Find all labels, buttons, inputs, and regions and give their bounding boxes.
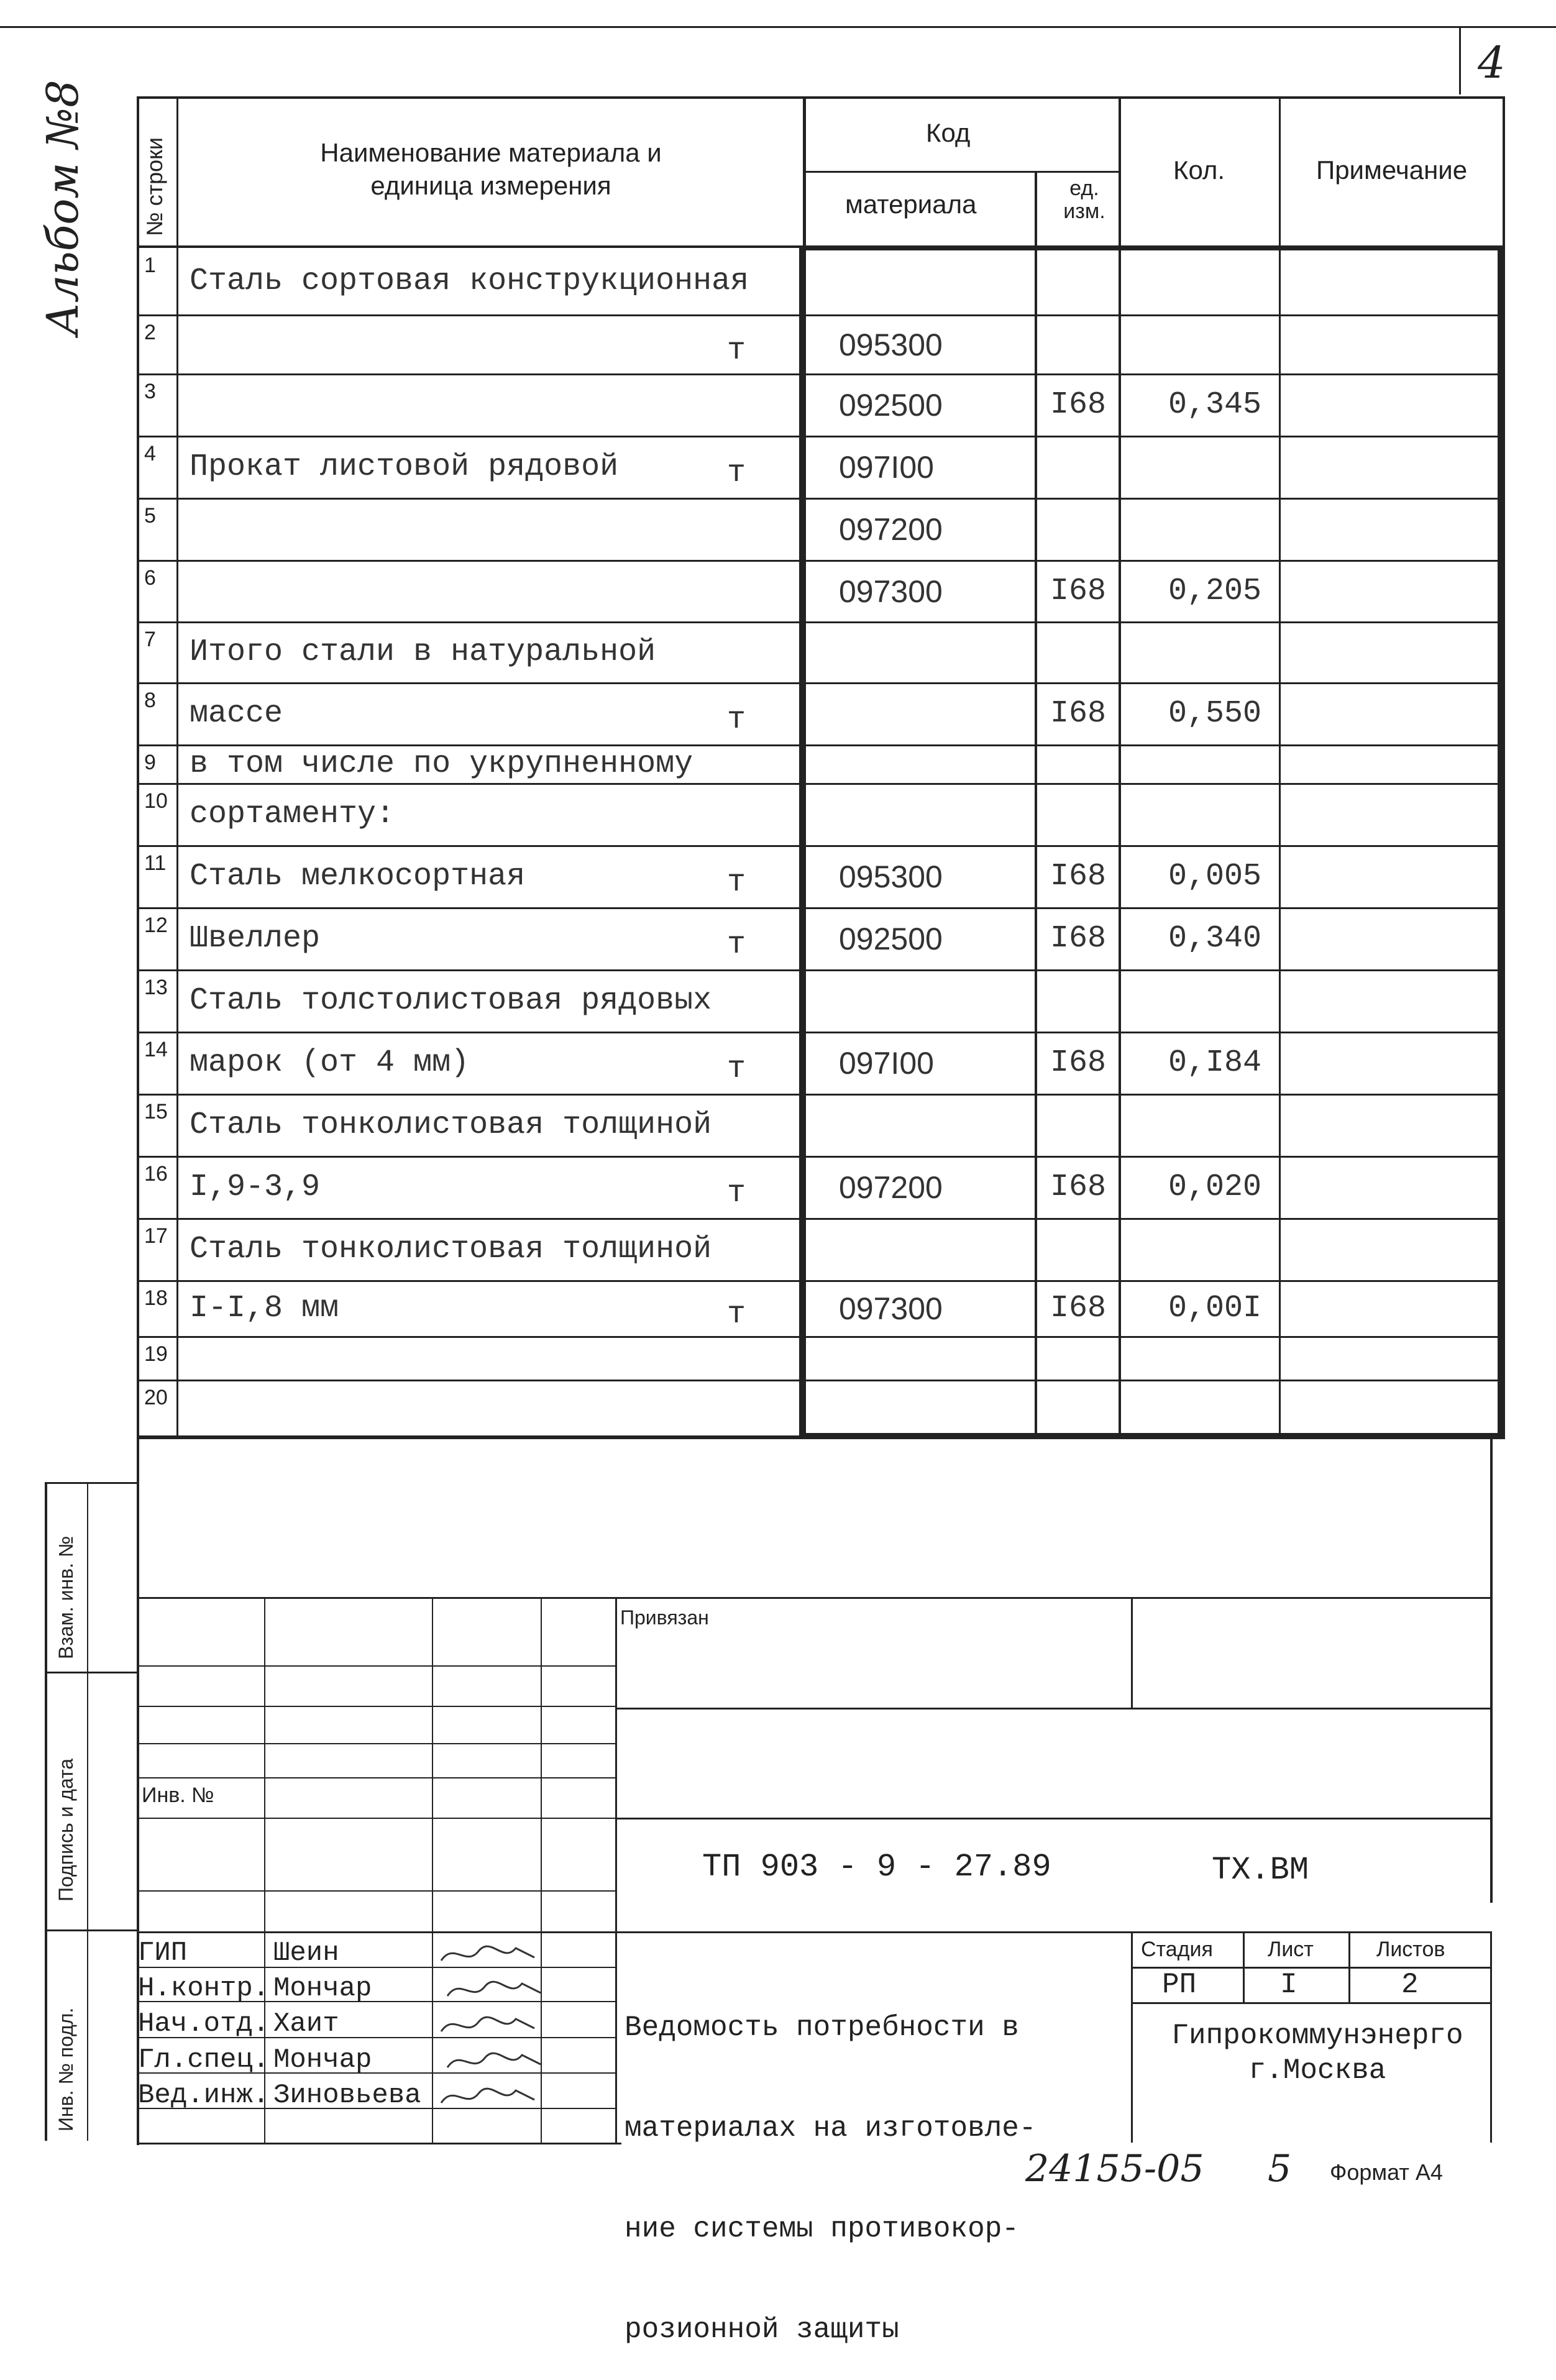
side-vzam: Взам. инв. № [55, 1536, 77, 1659]
row-code: 095300 [839, 327, 943, 362]
stamp-stage-line2 [1131, 2002, 1491, 2004]
row-unit-code: I68 [1050, 387, 1107, 423]
row-qty: 0,345 [1168, 387, 1262, 423]
qty-divider [1279, 96, 1281, 1439]
person-name: Мончар [273, 2044, 372, 2076]
side-inv-podl: Инв. № подл. [55, 2007, 77, 2131]
stamp-row-line [137, 1743, 615, 1744]
row-unit-code: I68 [1050, 1291, 1107, 1326]
row-code: 092500 [839, 922, 943, 956]
row-name: Сталь толстолистовая рядовых [190, 983, 712, 1018]
row-unit: т [727, 332, 746, 368]
stamp-row-line [137, 1818, 615, 1819]
code-sub-line [803, 171, 1120, 173]
row-number: 4 [144, 442, 156, 465]
row-number: 18 [144, 1286, 168, 1310]
stamp-row-line [137, 1890, 615, 1892]
footer-format: Формат А4 [1330, 2159, 1443, 2185]
header-code: Код [926, 118, 971, 147]
stamp-row-line [137, 1777, 615, 1778]
sheet-value: I [1280, 1969, 1297, 2001]
row-number: 3 [144, 380, 156, 403]
side-div2 [45, 1929, 138, 1931]
person-role: Гл.спец. [138, 2044, 270, 2076]
row-unit: т [727, 1297, 746, 1332]
signature-mark [438, 1939, 538, 1970]
header-note: Примечание [1316, 155, 1468, 185]
row-code: 097300 [839, 1291, 943, 1326]
row-unit-code: I68 [1050, 1045, 1107, 1081]
row-name: в том числе по укрупненному [190, 746, 693, 782]
row-unit: т [727, 865, 746, 900]
row-unit-code: I68 [1050, 573, 1107, 609]
sheet-label: Лист [1268, 1938, 1314, 1961]
row-line [137, 1435, 1505, 1437]
person-role: Н.контр. [138, 1973, 270, 2004]
row-unit: т [727, 1176, 746, 1211]
row-number: 19 [144, 1342, 168, 1366]
heavy-right [1498, 245, 1503, 1439]
row-unit: т [727, 1051, 746, 1087]
stamp-org-div [1131, 1931, 1133, 2143]
row-number: 2 [144, 321, 156, 344]
row-line [137, 373, 1505, 375]
row-line [137, 621, 1505, 623]
row-number: 17 [144, 1224, 168, 1248]
inv-no-label: Инв. № [142, 1783, 214, 1807]
unit-divider [1119, 96, 1121, 1439]
row-name: массе [190, 696, 283, 731]
row-name: сортаменту: [190, 797, 395, 832]
stamp-stage-div1 [1243, 1931, 1245, 2002]
row-number: 13 [144, 976, 168, 999]
side-inner [87, 1482, 88, 2141]
header-code-unit: ед. изм. [1063, 176, 1105, 224]
row-name: Сталь тонколистовая толщиной [190, 1107, 712, 1143]
stamp-bottom [137, 2143, 621, 2144]
row-line [137, 783, 1505, 785]
row-line [137, 1336, 1505, 1338]
row-number: 14 [144, 1038, 168, 1061]
row-line [137, 1156, 1505, 1158]
row-name: I-I,8 мм [190, 1291, 339, 1326]
row-unit-code: I68 [1050, 921, 1107, 956]
heavy-left [799, 245, 804, 1439]
row-line [137, 1280, 1505, 1282]
stamp-priv-bottom [615, 1708, 1491, 1709]
privyazan-label: Привязан [620, 1606, 709, 1629]
org-name: Гипрокоммунэнерго [1171, 2020, 1463, 2052]
row-line [137, 1032, 1505, 1033]
person-name: Шеин [273, 1938, 339, 1969]
row-qty: 0,340 [1168, 921, 1262, 956]
doc-title-line: материалах на изготовле- [625, 2112, 1037, 2144]
row-code: 092500 [839, 388, 943, 423]
row-number: 10 [144, 789, 168, 813]
row-name: I,9-3,9 [190, 1169, 321, 1205]
footer-num: 5 [1268, 2147, 1292, 2190]
page-number: 4 [1478, 37, 1506, 88]
row-number: 1 [144, 254, 156, 277]
table-top-border [137, 96, 1505, 99]
side-top [45, 1482, 138, 1484]
row-number: 16 [144, 1162, 168, 1186]
side-div1 [45, 1672, 138, 1673]
code-divider [1035, 171, 1037, 1439]
heavy-top [799, 245, 1503, 250]
doc-title-line: ние системы противокор- [625, 2213, 1019, 2245]
row-code: 095300 [839, 859, 943, 894]
header-name: Наименование материала и единица измерения [320, 138, 662, 200]
top-rule [0, 26, 1556, 28]
row-number: 5 [144, 504, 156, 528]
row-line [137, 314, 1505, 316]
stage-value: РП [1162, 1969, 1197, 2001]
footer-inv: 24155-05 [1025, 2147, 1204, 2190]
sheets-value: 2 [1401, 1969, 1419, 2001]
doc-mark: ТХ.ВМ [1212, 1852, 1309, 1888]
stamp-row-line [137, 1706, 615, 1707]
row-line [137, 436, 1505, 437]
row-unit: т [727, 927, 746, 963]
row-name: Сталь сортовая конструкционная [190, 263, 749, 299]
row-name: Итого стали в натуральной [190, 634, 656, 670]
stage-label: Стадия [1141, 1938, 1213, 1961]
row-unit: т [727, 702, 746, 738]
row-unit-code: I68 [1050, 696, 1107, 731]
doc-title [625, 1944, 1037, 2380]
row-number: 7 [144, 628, 156, 651]
signature-mark [444, 1974, 544, 2005]
row-number: 9 [144, 751, 156, 774]
row-line [137, 907, 1505, 909]
org-block [1150, 2018, 1485, 2088]
row-qty: 0,550 [1168, 696, 1262, 731]
side-podpis: Подпись и дата [55, 1758, 77, 1902]
row-unit: т [727, 455, 746, 491]
lower-right-border [1490, 1437, 1493, 1903]
person-role: Вед.инж. [138, 2080, 270, 2111]
row-line [137, 1380, 1505, 1381]
row-qty: 0,205 [1168, 573, 1262, 609]
sheets-label: Листов [1376, 1938, 1445, 1961]
org-city: г.Москва [1248, 2054, 1386, 2087]
stamp-mid [615, 1597, 617, 2144]
row-qty: 0,005 [1168, 859, 1262, 894]
row-code: 097200 [839, 1170, 943, 1205]
row-name: Прокат листовой рядовой [190, 449, 619, 485]
header-qty: Кол. [1173, 155, 1225, 185]
side-left [45, 1482, 47, 2141]
stamp-title-top [137, 1931, 1491, 1933]
page-number-divider [1459, 26, 1461, 94]
row-code: 097I00 [839, 450, 934, 485]
row-number: 15 [144, 1100, 168, 1124]
doc-title-line: розионной защиты [625, 2314, 899, 2346]
row-unit-code: I68 [1050, 1169, 1107, 1205]
row-line [137, 1218, 1505, 1220]
row-unit-code: I68 [1050, 859, 1107, 894]
stamp-row-line [137, 1665, 615, 1667]
row-number: 12 [144, 913, 168, 937]
stamp-stage-div2 [1348, 1931, 1350, 2002]
row-qty: 0,00I [1168, 1291, 1262, 1326]
row-line [137, 560, 1505, 562]
stamp-priv-div [1131, 1597, 1133, 1709]
row-code: 097300 [839, 574, 943, 609]
row-qty: 0,020 [1168, 1169, 1262, 1205]
table-right-border [1503, 96, 1505, 1439]
person-role: Нач.отд. [138, 2008, 270, 2039]
row-name: марок (от 4 мм) [190, 1045, 470, 1081]
doc-title-line: Ведомость потребности в [625, 2012, 1019, 2044]
table-left-border [137, 96, 139, 1439]
row-line [137, 498, 1505, 500]
header-row-no: № строки [142, 137, 167, 236]
row-number: 6 [144, 566, 156, 590]
row-line [137, 845, 1505, 847]
person-name: Хаит [273, 2008, 339, 2039]
album-label: Альбом №8 [37, 80, 88, 336]
row-name: Сталь мелкосортная [190, 859, 526, 894]
row-name: Сталь тонколистовая толщиной [190, 1232, 712, 1267]
stamp-top [137, 1597, 1491, 1599]
person-name: Зиновьева [273, 2080, 421, 2111]
header-code-material: материала [845, 190, 977, 219]
stamp-code-top [615, 1818, 1491, 1819]
stamp-right [1490, 1931, 1492, 2143]
doc-code: ТП 903 - 9 - 27.89 [702, 1849, 1051, 1885]
signature-mark [444, 2046, 544, 2077]
row-line [137, 682, 1505, 684]
row-number: 8 [144, 689, 156, 712]
row-code: 097200 [839, 512, 943, 547]
row-number: 11 [144, 851, 167, 875]
signature-mark [438, 2081, 538, 2112]
rowno-divider [176, 96, 178, 1435]
signature-mark [438, 2010, 538, 2041]
person-name: Мончар [273, 1973, 372, 2004]
row-line [137, 969, 1505, 971]
row-qty: 0,I84 [1168, 1045, 1262, 1081]
sig-col2 [432, 1597, 433, 2144]
person-role: ГИП [138, 1938, 188, 1969]
row-name: Швеллер [190, 921, 321, 956]
stamp-row-line [137, 1967, 615, 1968]
row-number: 20 [144, 1386, 168, 1409]
row-code: 097I00 [839, 1046, 934, 1081]
row-line [137, 1094, 1505, 1096]
